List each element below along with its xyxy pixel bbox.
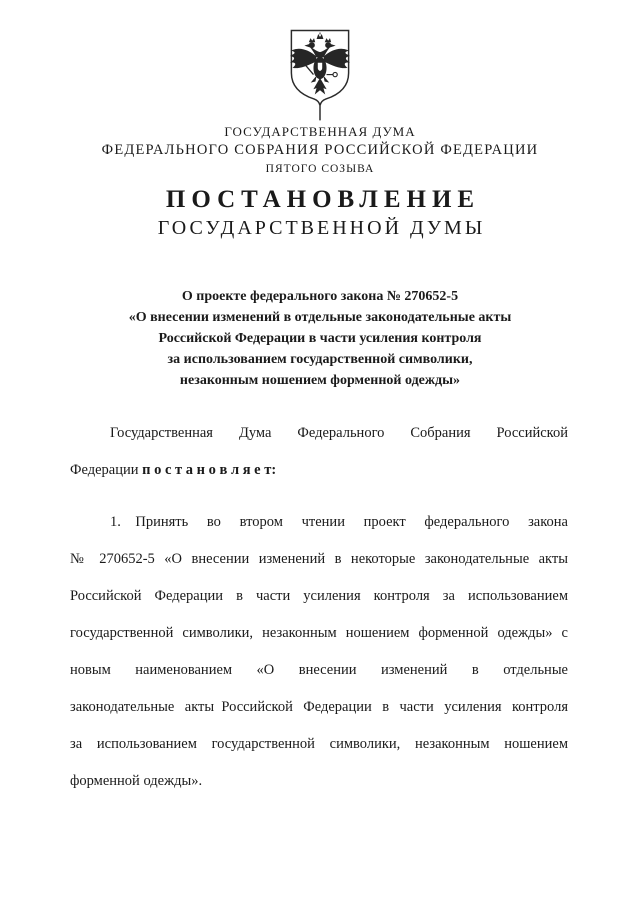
institution-name: ГОСУДАРСТВЕННАЯ ДУМА	[224, 124, 416, 139]
body-line: № 270652-5 «О внесении изменений в некоторые законодательные акты	[70, 551, 568, 567]
body-line: Российской Федерации в части усиления контроля за использованием	[70, 588, 568, 604]
subject-line: Российской Федерации в части усиления контроля	[158, 331, 482, 346]
document-title-line2: ГОСУДАРСТВЕННОЙ ДУМЫ	[157, 217, 486, 239]
resolves-emphasis: п о с т а н о в л я е т:	[142, 462, 277, 478]
institution-header	[0, 124, 640, 175]
convocation: ПЯТОГО СОЗЫВА	[265, 163, 375, 175]
body-line: за использованием государственной символики, незаконным ношением	[70, 736, 568, 752]
body-line	[70, 452, 568, 489]
coat-of-arms	[279, 28, 361, 127]
body-line: Государственная Дума Федерального Собрания Российской	[110, 425, 568, 441]
body-line: 1. Принять во втором чтении проект федерального закона	[110, 514, 568, 530]
body-line: законодательные акты Российской Федерации в части усиления контроля	[70, 699, 568, 715]
body-line: форменной одежды».	[70, 773, 203, 789]
subject-line: О проекте федерального закона № 270652-5	[181, 289, 459, 304]
subject-line: незаконным ношением форменной одежды»	[179, 373, 461, 388]
paragraph-item-1	[70, 504, 568, 800]
body-line: новым наименованием «О внесении изменений в отдельные	[70, 662, 568, 678]
body-line: государственной символики, незаконным ношением форменной одежды» с	[70, 625, 568, 641]
resolution-body	[70, 415, 568, 800]
document-title-line1: ПОСТАНОВЛЕНИЕ	[165, 186, 481, 213]
subject-line: за использованием государственной символики,	[167, 352, 473, 367]
document-title	[0, 186, 640, 240]
institution-parent: ФЕДЕРАЛЬНОГО СОБРАНИЯ РОССИЙСКОЙ ФЕДЕРАЦИИ	[101, 142, 539, 158]
russian-coat-of-arms-icon	[279, 28, 361, 122]
resolution-subject	[40, 286, 600, 391]
paragraph-preamble	[70, 415, 568, 489]
subject-line: «О внесении изменений в отдельные законодательные акты	[128, 310, 512, 325]
preamble-tail: Федерации	[70, 462, 143, 478]
